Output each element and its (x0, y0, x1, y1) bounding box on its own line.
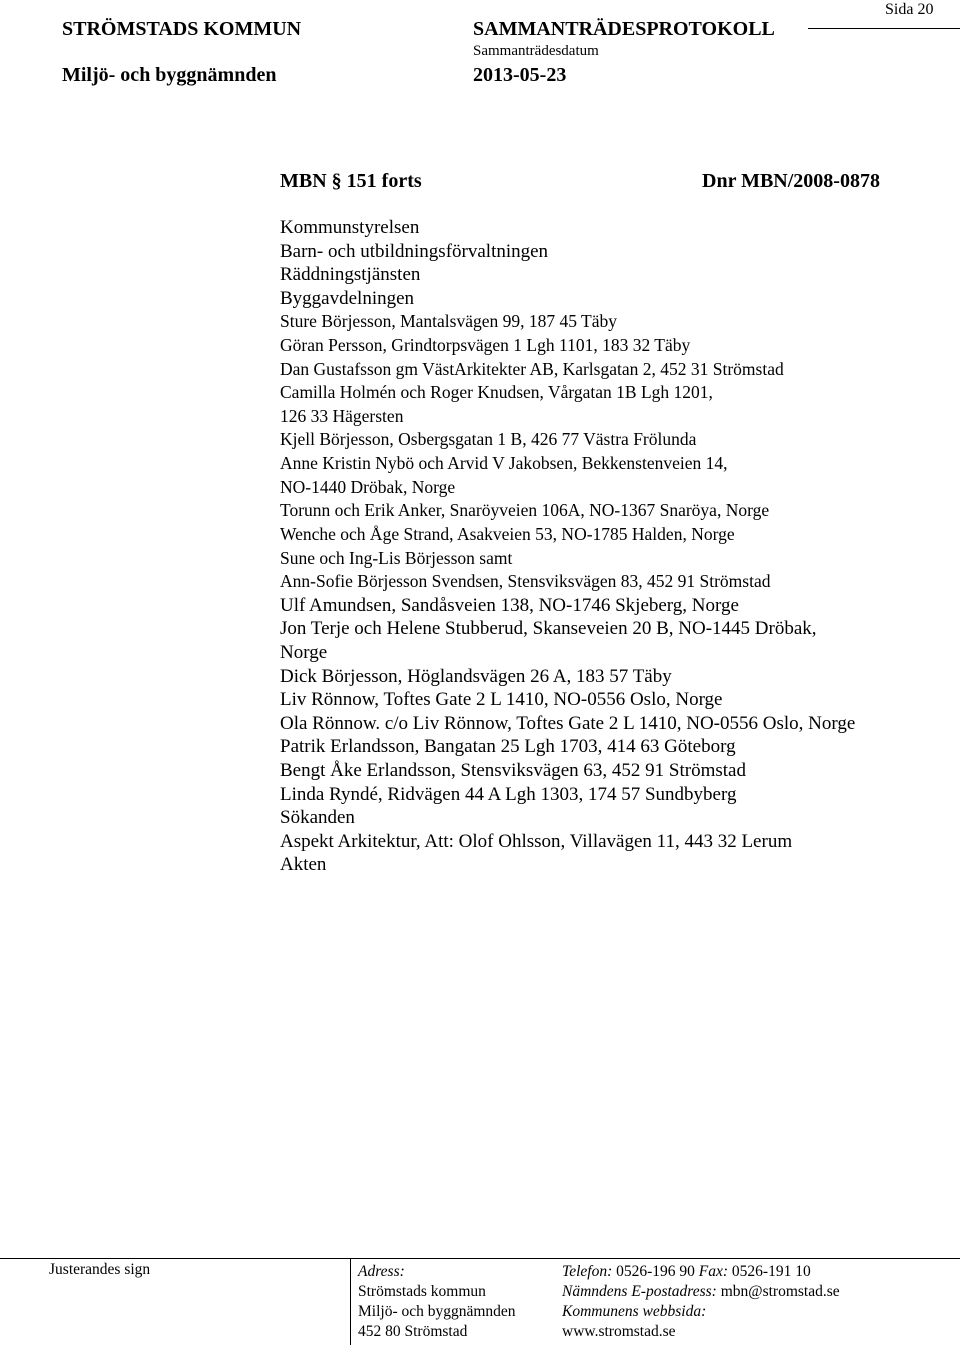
contact-phone-fax (562, 1263, 811, 1281)
section-reference: MBN § 151 forts (280, 170, 422, 192)
recipient-line: Dick Börjesson, Höglandsvägen 26 A, 183 57 Täby (280, 665, 672, 687)
recipient-line: Akten (280, 854, 327, 876)
recipient-line: Kommunstyrelsen (280, 217, 420, 238)
recipient-line: Patrik Erlandsson, Bangatan 25 Lgh 1703, 414 63 Göteborg (280, 736, 736, 758)
recipient-line: 126 33 Hägersten (280, 405, 404, 426)
fax-label: Fax: (698, 1263, 729, 1280)
recipient-line: Torunn och Erik Anker, Snaröyveien 106A, NO-1367 Snaröya, Norge (280, 500, 770, 521)
recipient-line: Linda Ryndé, Ridvägen 44 A Lgh 1303, 174 57 Sundbyberg (280, 783, 737, 805)
recipient-line: Aspekt Arkitektur, Att: Olof Ohlsson, Villavägen 11, 443 32 Lerum (280, 830, 793, 852)
recipient-line: Byggavdelningen (280, 287, 415, 309)
recipient-line: Kjell Börjesson, Osbergsgatan 1 B, 426 77 Västra Frölunda (280, 429, 697, 450)
recipient-line: Ola Rönnow. c/o Liv Rönnow, Toftes Gate 2 L 1410, NO-0556 Oslo, Norge (280, 712, 856, 734)
recipient-line: Sökanden (280, 807, 355, 829)
recipient-line: NO-1440 Dröbak, Norge (280, 476, 456, 497)
website-link[interactable]: www.stromstad.se (562, 1323, 676, 1340)
recipient-line: Camilla Holmén och Roger Knudsen, Vårgatan 1B Lgh 1201, (280, 382, 713, 403)
recipient-line: Liv Rönnow, Toftes Gate 2 L 1410, NO-0556 Oslo, Norge (280, 689, 723, 711)
footer-column-divider (350, 1258, 351, 1345)
recipient-line: Bengt Åke Erlandsson, Stensviksvägen 63, 452 91 Strömstad (280, 760, 746, 782)
organization-name: STRÖMSTADS KOMMUN (62, 18, 302, 40)
recipient-line: Göran Persson, Grindtorpsvägen 1 Lgh 1101, 183 32 Täby (280, 335, 691, 356)
recipient-line: Anne Kristin Nybö och Arvid V Jakobsen, Bekkenstenveien 14, (280, 453, 728, 474)
footer-divider (0, 1258, 960, 1259)
address-label: Adress: (358, 1263, 405, 1280)
address-line: Strömstads kommun (358, 1283, 486, 1300)
header-divider (808, 28, 960, 29)
fax-value: 0526-191 10 (731, 1263, 811, 1280)
meeting-date-label: Sammanträdesdatum (473, 43, 599, 59)
address-line: Miljö- och byggnämnden (358, 1303, 516, 1320)
case-number: Dnr MBN/2008-0878 (702, 170, 880, 192)
recipient-line: Norge (280, 641, 328, 663)
contact-email (562, 1283, 840, 1301)
address-line: 452 80 Strömstad (358, 1323, 468, 1340)
recipient-line: Barn- och utbildningsförvaltningen (280, 240, 549, 262)
recipient-list (280, 216, 855, 877)
email-label: Nämndens E-postadress: (562, 1283, 717, 1300)
page-number: Sida 20 (885, 1, 934, 18)
recipient-line: Ulf Amundsen, Sandåsveien 138, NO-1746 Skjeberg, Norge (280, 594, 739, 616)
email-value[interactable]: mbn@stromstad.se (720, 1283, 840, 1300)
recipient-line: Sune och Ing-Lis Börjesson samt (280, 547, 513, 568)
recipient-line: Jon Terje och Helene Stubberud, Skanseveien 20 B, NO-1445 Dröbak, (280, 618, 817, 640)
signature-label: Justerandes sign (49, 1261, 151, 1278)
phone-value: 0526-196 90 (616, 1263, 695, 1280)
recipient-line: Sture Börjesson, Mantalsvägen 99, 187 45 Täby (280, 311, 617, 332)
website-label: Kommunens webbsida: (562, 1303, 707, 1320)
recipient-line: Wenche och Åge Strand, Asakveien 53, NO-1785 Halden, Norge (280, 523, 735, 544)
recipient-line: Ann-Sofie Börjesson Svendsen, Stensviksvägen 83, 452 91 Strömstad (280, 571, 771, 592)
recipient-line: Räddningstjänsten (280, 264, 421, 286)
phone-label: Telefon: (562, 1263, 613, 1280)
meeting-date: 2013-05-23 (473, 64, 567, 86)
committee-name: Miljö- och byggnämnden (62, 64, 277, 86)
recipient-line: Dan Gustafsson gm VästArkitekter AB, Karlsgatan 2, 452 31 Strömstad (280, 358, 784, 379)
document-type: SAMMANTRÄDESPROTOKOLL (473, 18, 775, 40)
